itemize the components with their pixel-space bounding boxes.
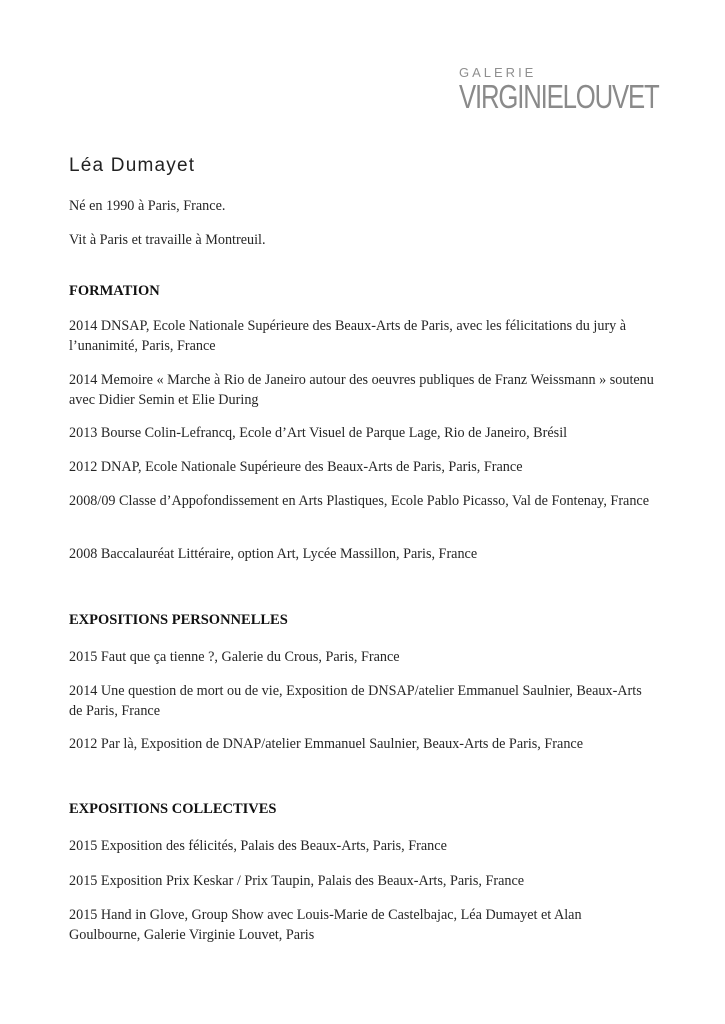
section-heading-personal-exhibitions: EXPOSITIONS PERSONNELLES: [69, 612, 288, 628]
collective-exhibition-entry: 2015 Exposition des félicités, Palais des Beaux-Arts, Paris, France: [69, 838, 447, 854]
section-heading-formation: FORMATION: [69, 283, 160, 299]
collective-exhibition-entry: 2015 Hand in Glove, Group Show avec Louis-Marie de Castelbajac, Léa Dumayet et Alan Goulbourne, Galerie Virginie Louvet, Paris: [69, 907, 582, 943]
artist-residence: Vit à Paris et travaille à Montreuil.: [69, 232, 266, 248]
collective-exhibition-entry: 2015 Exposition Prix Keskar / Prix Taupin, Palais des Beaux-Arts, Paris, France: [69, 873, 525, 889]
formation-entry: 2014 Memoire « Marche à Rio de Janeiro autour des oeuvres publiques de Franz Weissmann » soutenu avec Didier Semin et Elie During: [69, 372, 654, 408]
personal-exhibition-entry: 2014 Une question de mort ou de vie, Exposition de DNSAP/atelier Emmanuel Saulnier, Beaux-Arts de Paris, France: [69, 683, 642, 719]
formation-entry: 2014 DNSAP, Ecole Nationale Supérieure des Beaux-Arts de Paris, avec les félicitations du jury à l’unanimité, Paris, France: [69, 318, 627, 354]
gallery-logo: [459, 66, 674, 114]
formation-entry: 2013 Bourse Colin-Lefrancq, Ecole d’Art Visuel de Parque Lage, Rio de Janeiro, Brésil: [69, 425, 568, 441]
personal-exhibition-entry: 2015 Faut que ça tienne ?, Galerie du Crous, Paris, France: [69, 649, 400, 665]
artist-name: Léa Dumayet: [69, 155, 196, 176]
section-heading-collective-exhibitions: EXPOSITIONS COLLECTIVES: [69, 801, 277, 817]
logo-galerie-text: GALERIE: [459, 65, 537, 80]
formation-entry: 2008/09 Classe d’Appofondissement en Arts Plastiques, Ecole Pablo Picasso, Val de Fontenay, France: [69, 493, 650, 509]
formation-entry: 2008 Baccalauréat Littéraire, option Art, Lycée Massillon, Paris, France: [69, 546, 478, 562]
personal-exhibition-entry: 2012 Par là, Exposition de DNAP/atelier Emmanuel Saulnier, Beaux-Arts de Paris, France: [69, 736, 584, 752]
formation-entry: 2012 DNAP, Ecole Nationale Supérieure des Beaux-Arts de Paris, Paris, France: [69, 459, 523, 475]
artist-birth: Né en 1990 à Paris, France.: [69, 198, 226, 214]
logo-gallery-name: VIRGINIELOUVET: [459, 78, 659, 115]
